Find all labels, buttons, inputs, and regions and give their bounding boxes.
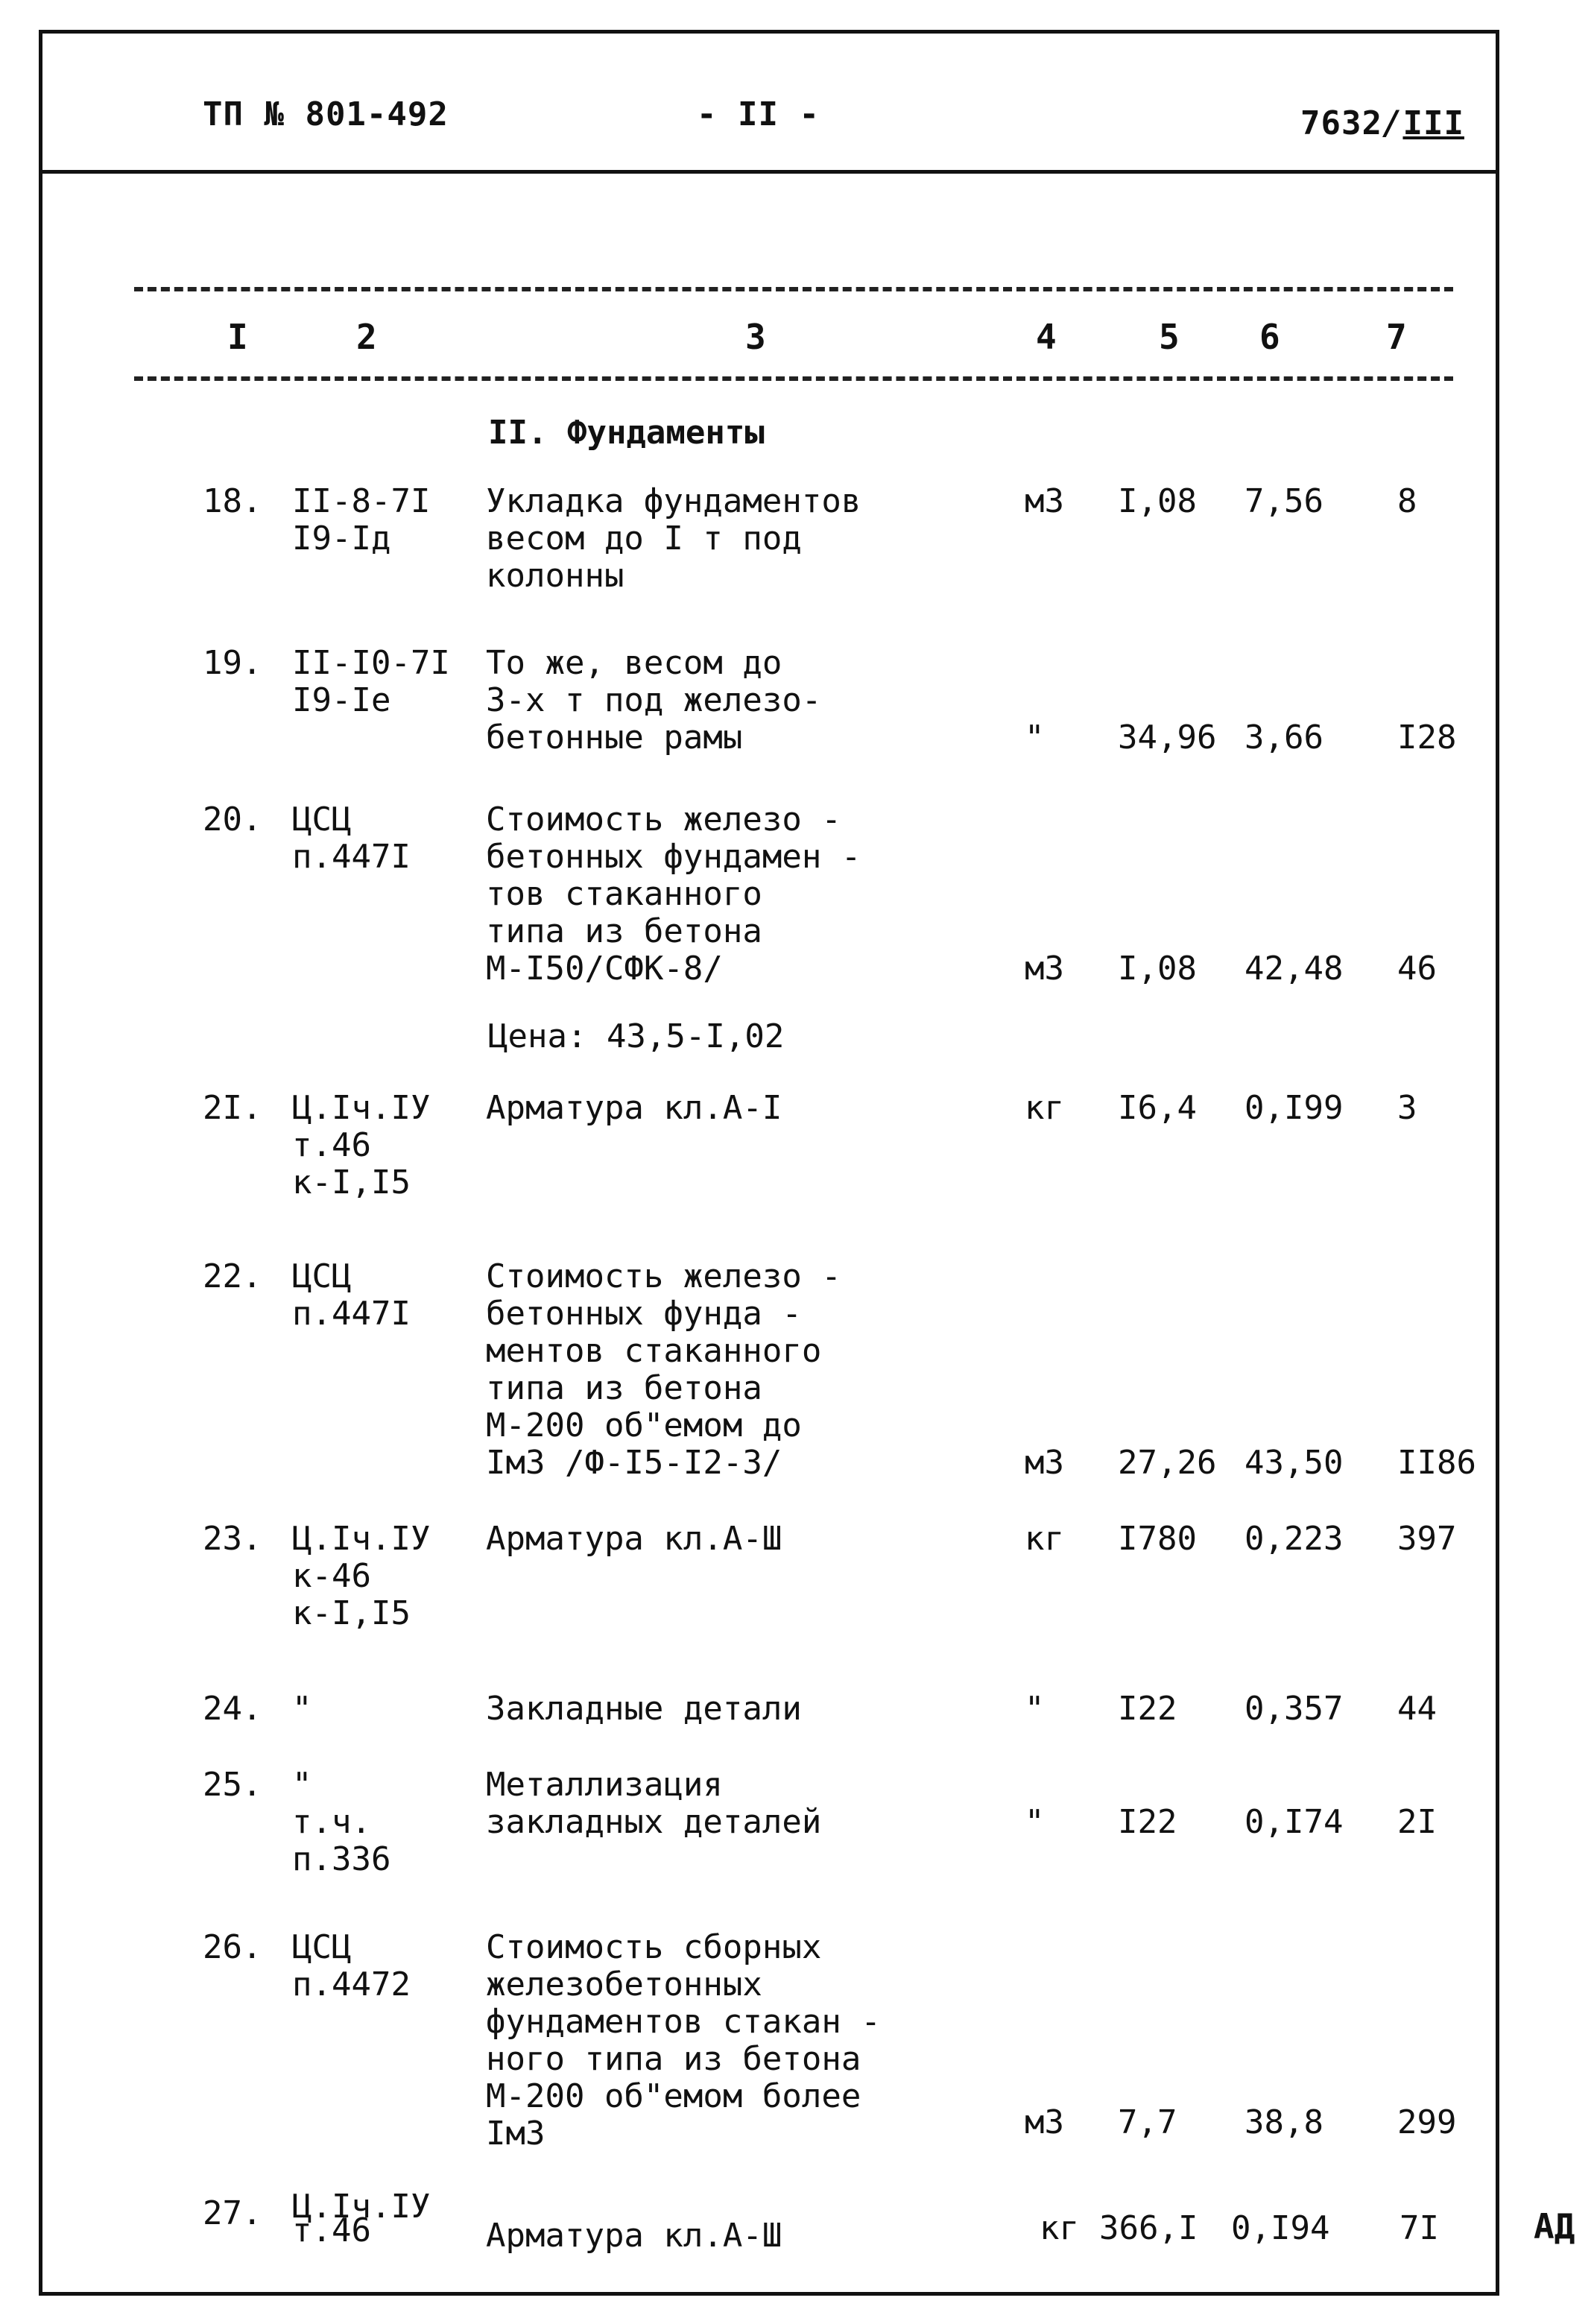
row-description: Металлизация закладных деталей [486, 1766, 822, 1841]
row-reference: Ц.Iч.IУ т.46 к-I,I5 [292, 1089, 431, 1202]
row-description: Стоимость железо - бетонных фунда - ментов стаканного типа из бетона М-200 об"емом до Iм3 /Ф-I5-I2-3/ [486, 1257, 841, 1482]
row-quantity: I,08 [1118, 482, 1197, 520]
row-unit-price: 38,8 [1244, 2103, 1323, 2141]
row-quantity: 366,I [1099, 2209, 1198, 2247]
row-total: 46 [1397, 950, 1437, 988]
sheet-number-main: 7632 [1300, 104, 1382, 142]
row-description: Стоимость сборных железобетонных фундаментов стакан - ного типа из бетона М-200 об"емом более Iм3 [486, 1928, 881, 2153]
price-note: Цена: 43,5-I,02 [488, 1017, 785, 1055]
row-number: 19. [203, 644, 262, 682]
sheet-part: III [1402, 104, 1464, 142]
row-reference: Ц.Iч.IУ т.46 [292, 2188, 431, 2249]
row-unit-price: 0,223 [1244, 1520, 1344, 1558]
row-total: 2I [1397, 1803, 1437, 1841]
row-quantity: 7,7 [1118, 2103, 1177, 2141]
row-unit: м3 [1025, 950, 1064, 988]
row-quantity: I780 [1118, 1520, 1197, 1558]
row-unit: м3 [1025, 1444, 1064, 1482]
row-description: Стоимость железо - бетонных фундамен - тов стаканного типа из бетона М-I50/СФК-8/ [486, 801, 861, 988]
row-total: 8 [1397, 482, 1417, 520]
col-num-5: 5 [1159, 317, 1180, 357]
col-num-3: 3 [745, 317, 766, 357]
row-number: 22. [203, 1257, 262, 1295]
row-reference: ЦСЦ п.447I [292, 801, 411, 876]
row-reference: " т.ч. п.336 [292, 1766, 391, 1878]
row-number: 23. [203, 1520, 262, 1558]
row-unit: м3 [1025, 2103, 1064, 2141]
row-reference: ЦСЦ п.447I [292, 1257, 411, 1333]
row-number: 24. [203, 1690, 262, 1728]
row-quantity: I22 [1118, 1690, 1177, 1728]
row-description: То же, весом до 3-х т под железо- бетонные рамы [486, 644, 822, 757]
row-quantity: 34,96 [1118, 719, 1217, 757]
row-total: 7I [1400, 2209, 1439, 2247]
sheet-slash: / [1382, 104, 1403, 142]
row-description: Закладные детали [486, 1690, 802, 1728]
row-unit: м3 [1025, 482, 1064, 520]
row-total: 44 [1397, 1690, 1437, 1728]
row-reference: ЦСЦ п.4472 [292, 1928, 411, 2003]
header-divider [39, 170, 1499, 174]
margin-initials: АД [1534, 2206, 1575, 2246]
row-unit-price: 0,357 [1244, 1690, 1344, 1728]
row-unit: " [1025, 1803, 1045, 1841]
row-reference: Ц.Iч.IУ к-46 к-I,I5 [292, 1520, 431, 1632]
row-unit-price: 7,56 [1244, 482, 1323, 520]
row-unit-price: 42,48 [1244, 950, 1344, 988]
row-number: 27. [203, 2194, 262, 2232]
row-number: 18. [203, 482, 262, 520]
row-number: 2I. [203, 1089, 262, 1127]
row-unit-price: 0,I74 [1244, 1803, 1344, 1841]
row-quantity: I6,4 [1118, 1089, 1197, 1127]
row-unit-price: 0,I94 [1231, 2209, 1330, 2247]
col-num-7: 7 [1386, 317, 1407, 357]
row-total: II86 [1397, 1444, 1476, 1482]
row-description: Укладка фундаментов весом до I т под колонны [486, 482, 861, 595]
row-unit-price: 0,I99 [1244, 1089, 1344, 1127]
row-reference: II-8-7I I9-Iд [292, 482, 431, 558]
row-reference: " [292, 1690, 312, 1728]
row-unit-price: 3,66 [1244, 719, 1323, 757]
col-num-1: I [227, 317, 248, 357]
row-unit: " [1025, 719, 1045, 757]
row-description: Арматура кл.А-I [486, 1089, 782, 1127]
table-header-rule [134, 376, 1453, 381]
document-code: ТП № 801-492 [203, 95, 449, 133]
row-total: I28 [1397, 719, 1457, 757]
section-title: II. Фундаменты [488, 414, 765, 452]
row-number: 26. [203, 1928, 262, 1966]
row-total: 397 [1397, 1520, 1457, 1558]
row-unit: кг [1025, 1089, 1064, 1127]
col-num-2: 2 [356, 317, 377, 357]
row-total: 3 [1397, 1089, 1417, 1127]
col-num-4: 4 [1036, 317, 1057, 357]
page-number: - II - [697, 95, 820, 133]
row-description: Арматура кл.А-Ш [486, 2217, 782, 2255]
row-quantity: I22 [1118, 1803, 1177, 1841]
row-reference: II-I0-7I I9-Iе [292, 644, 450, 719]
row-unit: кг [1040, 2209, 1079, 2247]
row-number: 20. [203, 801, 262, 839]
row-unit-price: 43,50 [1244, 1444, 1344, 1482]
row-total: 299 [1397, 2103, 1457, 2141]
row-description: Арматура кл.А-Ш [486, 1520, 782, 1558]
col-num-6: 6 [1259, 317, 1280, 357]
row-quantity: I,08 [1118, 950, 1197, 988]
table-top-rule [134, 287, 1453, 291]
row-unit: " [1025, 1690, 1045, 1728]
sheet-number [1300, 104, 1464, 142]
row-number: 25. [203, 1766, 262, 1804]
row-unit: кг [1025, 1520, 1064, 1558]
row-quantity: 27,26 [1118, 1444, 1217, 1482]
